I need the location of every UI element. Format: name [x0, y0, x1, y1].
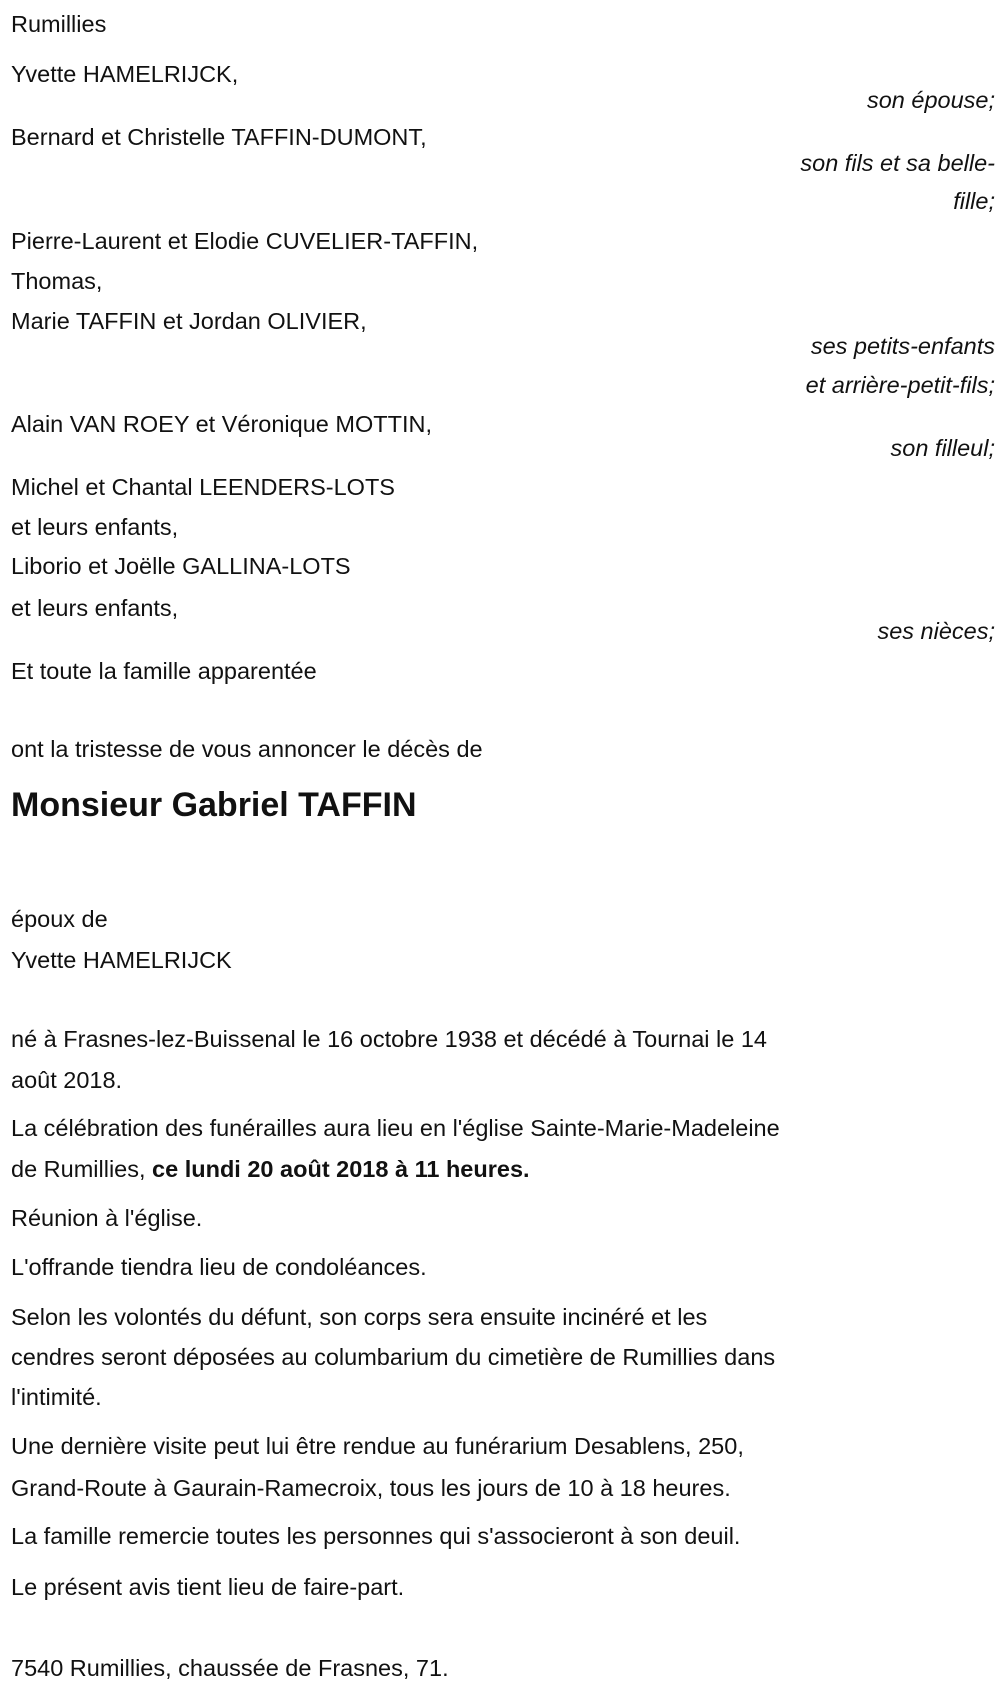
ceremony-date: ce lundi 20 août 2018 à 11 heures. — [152, 1156, 530, 1182]
notice: Le présent avis tient lieu de faire-part. — [11, 1574, 405, 1600]
ceremony-place: de Rumillies, — [11, 1156, 153, 1182]
family-name: Marie TAFFIN et Jordan OLIVIER, — [11, 308, 367, 334]
cremation: l'intimité. — [11, 1384, 102, 1410]
family-relation: ses petits-enfants — [810, 333, 995, 359]
family-relation: ses nièces; — [877, 618, 995, 644]
family-name: Liborio et Joëlle GALLINA-LOTS — [11, 553, 351, 579]
family-name: Et toute la famille apparentée — [11, 658, 317, 684]
visit: Grand-Route à Gaurain-Ramecroix, tous les jours de 10 à 18 heures. — [11, 1475, 731, 1501]
spouse-label: époux de — [11, 906, 108, 932]
family-relation: son épouse; — [866, 87, 995, 113]
cremation: Selon les volontés du défunt, son corps sera ensuite incinéré et les — [11, 1304, 708, 1330]
deceased-name: Monsieur Gabriel TAFFIN — [11, 786, 417, 824]
spouse-name: Yvette HAMELRIJCK — [11, 947, 232, 973]
family-relation: son fils et sa belle- — [800, 150, 995, 176]
birth-death: août 2018. — [11, 1067, 123, 1093]
family-name: et leurs enfants, — [11, 514, 179, 540]
family-relation: fille; — [953, 188, 995, 214]
offering: L'offrande tiendra lieu de condoléances. — [11, 1254, 427, 1280]
family-name: Thomas, — [11, 268, 103, 294]
family-name: et leurs enfants, — [11, 595, 179, 621]
ceremony: La célébration des funérailles aura lieu en l'église Sainte-Marie-Madeleine — [11, 1115, 780, 1141]
ceremony — [11, 1149, 530, 1189]
family-relation: son filleul; — [890, 435, 995, 461]
meeting: Réunion à l'église. — [11, 1205, 203, 1231]
family-relation: et arrière-petit-fils; — [805, 372, 995, 398]
announcement: ont la tristesse de vous annoncer le décès de — [11, 736, 483, 762]
family-name: Yvette HAMELRIJCK, — [11, 61, 239, 87]
thanks: La famille remercie toutes les personnes qui s'associeront à son deuil. — [11, 1523, 741, 1549]
place: Rumillies — [11, 11, 107, 37]
family-name: Bernard et Christelle TAFFIN-DUMONT, — [11, 124, 427, 150]
address: 7540 Rumillies, chaussée de Frasnes, 71. — [11, 1655, 449, 1681]
family-name: Pierre-Laurent et Elodie CUVELIER-TAFFIN, — [11, 228, 479, 254]
cremation: cendres seront déposées au columbarium du cimetière de Rumillies dans — [11, 1344, 776, 1370]
family-name: Alain VAN ROEY et Véronique MOTTIN, — [11, 411, 432, 437]
family-name: Michel et Chantal LEENDERS-LOTS — [11, 474, 395, 500]
visit: Une dernière visite peut lui être rendue au funérarium Desablens, 250, — [11, 1433, 744, 1459]
birth-death: né à Frasnes-lez-Buissenal le 16 octobre 1938 et décédé à Tournai le 14 — [11, 1026, 767, 1052]
